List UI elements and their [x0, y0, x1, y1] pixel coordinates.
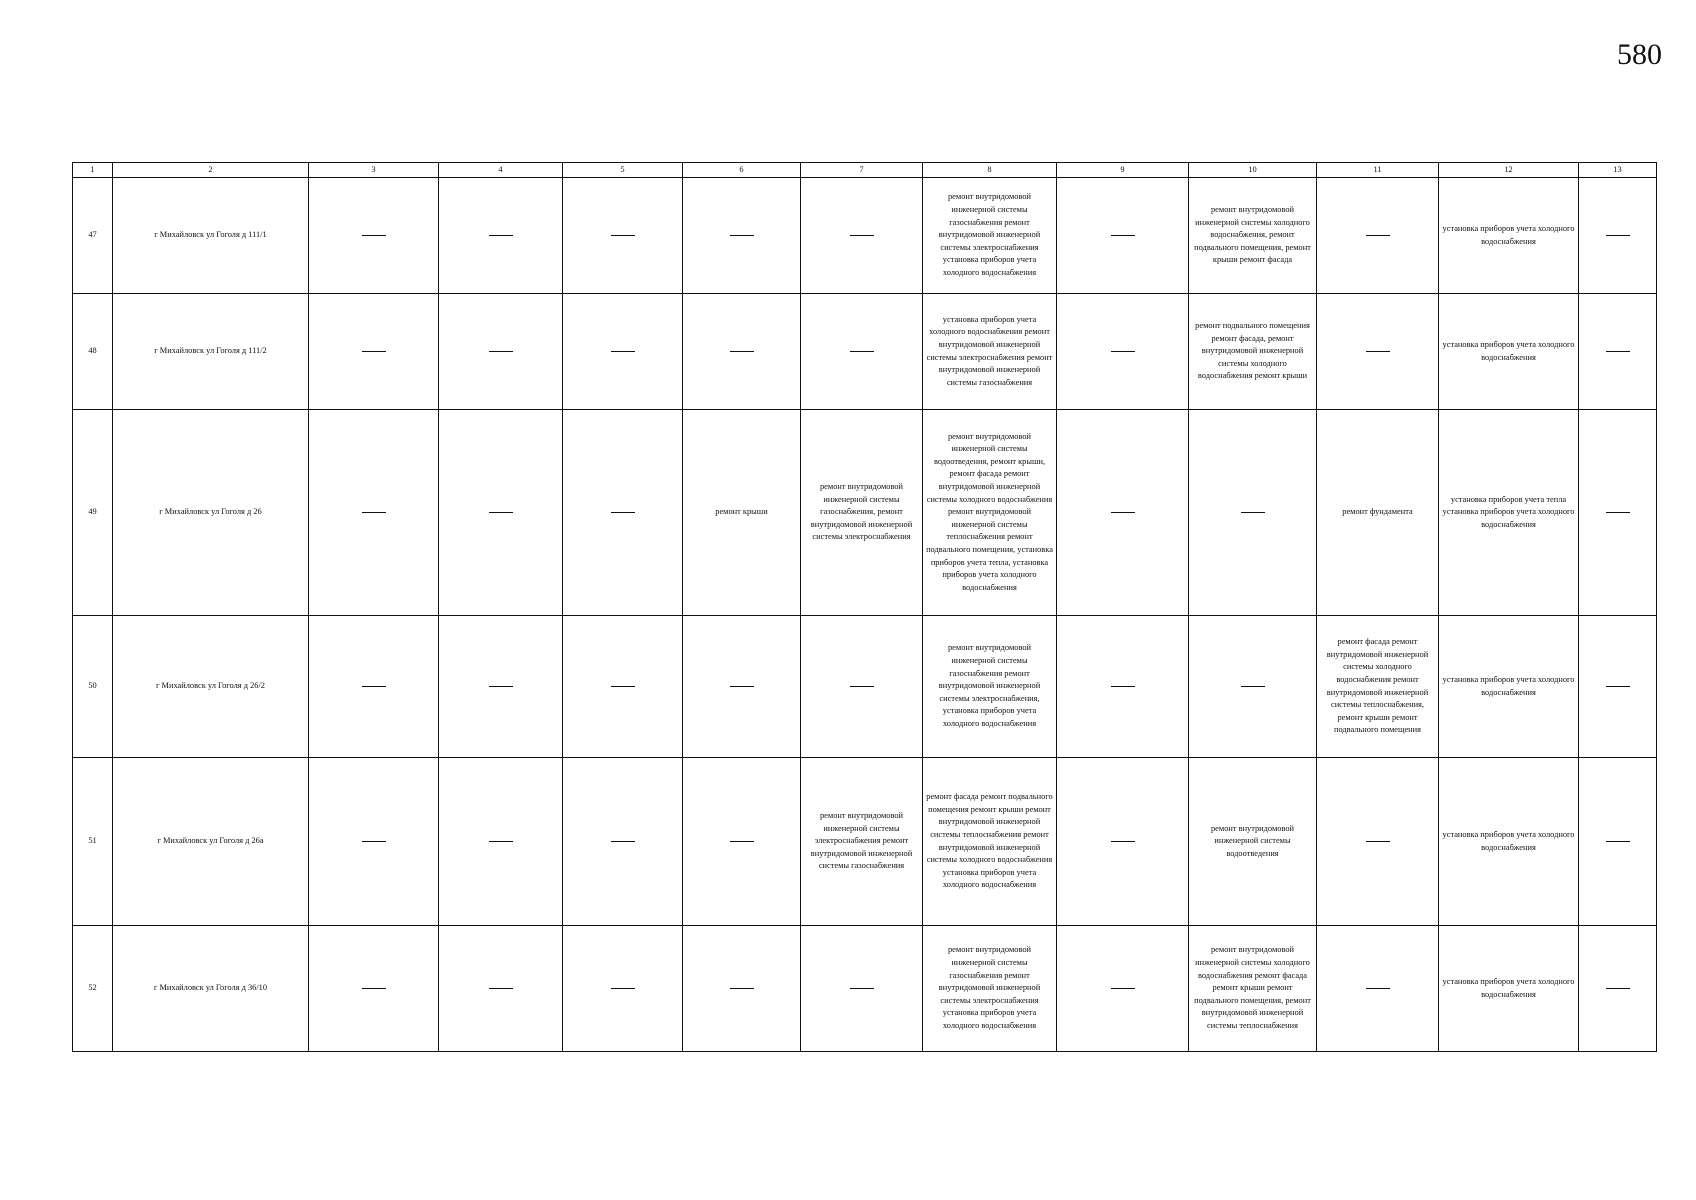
work-cell-col7: ремонт внутридомовой инженерной системы электроснабжения ремонт внутридомовой инженерной системы газоснабжения [801, 758, 923, 926]
page-number: 580 [1617, 38, 1662, 71]
work-cell-col7: ремонт внутридомовой инженерной системы газоснабжения, ремонт внутридомовой инженерной системы электроснабжения [801, 410, 923, 616]
dash-mark [362, 686, 386, 687]
empty-cell [309, 410, 439, 616]
dash-mark [1606, 351, 1630, 352]
empty-cell [563, 294, 683, 410]
empty-cell [683, 926, 801, 1052]
dash-mark [730, 841, 754, 842]
empty-cell [1579, 758, 1657, 926]
dash-mark [730, 351, 754, 352]
dash-mark [1606, 512, 1630, 513]
dash-mark [1241, 512, 1265, 513]
empty-cell [563, 410, 683, 616]
address-cell: г Михайловск ул Гоголя д 26а [113, 758, 309, 926]
dash-mark [489, 351, 513, 352]
dash-mark [1241, 686, 1265, 687]
dash-mark [489, 988, 513, 989]
column-header: 7 [801, 163, 923, 178]
dash-mark [1366, 841, 1390, 842]
dash-mark [1606, 686, 1630, 687]
row-number: 49 [73, 410, 113, 616]
dash-mark [1111, 351, 1135, 352]
empty-cell [439, 294, 563, 410]
empty-cell [439, 616, 563, 758]
work-cell-col12: установка приборов учета холодного водоснабжения [1439, 926, 1579, 1052]
empty-cell [1579, 616, 1657, 758]
empty-cell [309, 926, 439, 1052]
empty-cell [439, 758, 563, 926]
empty-cell [1317, 758, 1439, 926]
dash-mark [1606, 841, 1630, 842]
table-row [73, 178, 1657, 294]
column-header: 4 [439, 163, 563, 178]
empty-cell [801, 294, 923, 410]
row-number: 51 [73, 758, 113, 926]
address-cell: г Михайловск ул Гоголя д 26/2 [113, 616, 309, 758]
empty-cell [563, 758, 683, 926]
dash-mark [611, 988, 635, 989]
dash-mark [1111, 988, 1135, 989]
dash-mark [611, 686, 635, 687]
column-header: 9 [1057, 163, 1189, 178]
work-cell-col10: ремонт подвального помещения ремонт фасада, ремонт внутридомовой инженерной системы холодного водоснабжения ремонт крыши [1189, 294, 1317, 410]
column-header: 1 [73, 163, 113, 178]
column-header: 10 [1189, 163, 1317, 178]
empty-cell [563, 616, 683, 758]
dash-mark [611, 351, 635, 352]
table-row [73, 410, 1657, 616]
empty-cell [1189, 410, 1317, 616]
column-header: 8 [923, 163, 1057, 178]
column-header: 2 [113, 163, 309, 178]
empty-cell [439, 410, 563, 616]
empty-cell [1057, 758, 1189, 926]
dash-mark [489, 235, 513, 236]
dash-mark [611, 841, 635, 842]
address-cell: г Михайловск ул Гоголя д 36/10 [113, 926, 309, 1052]
row-number: 50 [73, 616, 113, 758]
empty-cell [1317, 294, 1439, 410]
table-row [73, 926, 1657, 1052]
empty-cell [309, 758, 439, 926]
dash-mark [730, 988, 754, 989]
work-cell-col8: ремонт внутридомовой инженерной системы газоснабжения ремонт внутридомовой инженерной системы электроснабжения, установка приборов учета холодного водоснабжения [923, 616, 1057, 758]
column-header: 12 [1439, 163, 1579, 178]
work-cell-col11: ремонт фундамента [1317, 410, 1439, 616]
dash-mark [850, 351, 874, 352]
dash-mark [850, 235, 874, 236]
dash-mark [1111, 235, 1135, 236]
dash-mark [850, 988, 874, 989]
table-row [73, 294, 1657, 410]
column-header: 5 [563, 163, 683, 178]
column-number-row [73, 163, 1657, 178]
empty-cell [1579, 178, 1657, 294]
row-number: 48 [73, 294, 113, 410]
empty-cell [439, 926, 563, 1052]
repair-program-table [72, 162, 1657, 1052]
work-cell-col10: ремонт внутридомовой инженерной системы холодного водоснабжения, ремонт подвального помещения, ремонт крыши ремонт фасада [1189, 178, 1317, 294]
work-cell-col8: ремонт внутридомовой инженерной системы водоотведения, ремонт крыши, ремонт фасада ремонт внутридомовой инженерной системы холодного водоснабжения ремонт внутридомовой инженерной системы теплоснабжения ремонт подвального помещения, установка приборов учета тепла, установка приборов учета холодного водоснабжения [923, 410, 1057, 616]
empty-cell [683, 616, 801, 758]
empty-cell [1579, 294, 1657, 410]
empty-cell [1317, 178, 1439, 294]
dash-mark [611, 512, 635, 513]
empty-cell [683, 294, 801, 410]
work-cell-col8: ремонт внутридомовой инженерной системы газоснабжения ремонт внутридомовой инженерной системы электроснабжения установка приборов учета холодного водоснабжения [923, 926, 1057, 1052]
dash-mark [1111, 512, 1135, 513]
dash-mark [850, 686, 874, 687]
work-cell-col12: установка приборов учета холодного водоснабжения [1439, 758, 1579, 926]
dash-mark [362, 988, 386, 989]
dash-mark [1366, 988, 1390, 989]
dash-mark [1111, 841, 1135, 842]
work-cell-col11: ремонт фасада ремонт внутридомовой инженерной системы холодного водоснабжения ремонт внутридомовой инженерной системы теплоснабжения, ремонт крыши ремонт подвального помещения [1317, 616, 1439, 758]
work-cell-col8: ремонт внутридомовой инженерной системы газоснабжения ремонт внутридомовой инженерной системы электроснабжения установка приборов учета холодного водоснабжения [923, 178, 1057, 294]
work-cell-col8: ремонт фасада ремонт подвального помещения ремонт крыши ремонт внутридомовой инженерной системы теплоснабжения ремонт внутридомовой инженерной системы холодного водоснабжения установка приборов учета холодного водоснабжения [923, 758, 1057, 926]
dash-mark [1366, 235, 1390, 236]
table-row [73, 616, 1657, 758]
dash-mark [489, 512, 513, 513]
column-header: 3 [309, 163, 439, 178]
dash-mark [611, 235, 635, 236]
work-cell-col6: ремонт крыши [683, 410, 801, 616]
empty-cell [1057, 410, 1189, 616]
empty-cell [801, 616, 923, 758]
empty-cell [683, 758, 801, 926]
empty-cell [439, 178, 563, 294]
dash-mark [1606, 235, 1630, 236]
dash-mark [362, 841, 386, 842]
work-cell-col10: ремонт внутридомовой инженерной системы холодного водоснабжения ремонт фасада ремонт крыши ремонт подвального помещения, ремонт внутридомовой инженерной системы теплоснабжения [1189, 926, 1317, 1052]
work-cell-col12: установка приборов учета холодного водоснабжения [1439, 616, 1579, 758]
address-cell: г Михайловск ул Гоголя д 111/2 [113, 294, 309, 410]
empty-cell [309, 616, 439, 758]
empty-cell [1579, 410, 1657, 616]
empty-cell [563, 926, 683, 1052]
dash-mark [362, 351, 386, 352]
dash-mark [489, 686, 513, 687]
dash-mark [1111, 686, 1135, 687]
empty-cell [309, 294, 439, 410]
dash-mark [1366, 351, 1390, 352]
column-header: 6 [683, 163, 801, 178]
table-row [73, 758, 1657, 926]
work-cell-col12: установка приборов учета холодного водоснабжения [1439, 294, 1579, 410]
work-cell-col10: ремонт внутридомовой инженерной системы водоотведения [1189, 758, 1317, 926]
dash-mark [362, 512, 386, 513]
dash-mark [730, 686, 754, 687]
column-header: 13 [1579, 163, 1657, 178]
dash-mark [362, 235, 386, 236]
empty-cell [801, 178, 923, 294]
dash-mark [489, 841, 513, 842]
empty-cell [1057, 616, 1189, 758]
empty-cell [1189, 616, 1317, 758]
empty-cell [1057, 926, 1189, 1052]
empty-cell [1579, 926, 1657, 1052]
empty-cell [1057, 294, 1189, 410]
work-cell-col12: установка приборов учета тепла установка приборов учета холодного водоснабжения [1439, 410, 1579, 616]
address-cell: г Михайловск ул Гоголя д 26 [113, 410, 309, 616]
empty-cell [683, 178, 801, 294]
empty-cell [801, 926, 923, 1052]
dash-mark [730, 235, 754, 236]
address-cell: г Михайловск ул Гоголя д 111/1 [113, 178, 309, 294]
work-cell-col8: установка приборов учета холодного водоснабжения ремонт внутридомовой инженерной системы электроснабжения ремонт внутридомовой инженерной системы газоснабжения [923, 294, 1057, 410]
empty-cell [563, 178, 683, 294]
work-cell-col12: установка приборов учета холодного водоснабжения [1439, 178, 1579, 294]
column-header: 11 [1317, 163, 1439, 178]
row-number: 52 [73, 926, 113, 1052]
empty-cell [309, 178, 439, 294]
row-number: 47 [73, 178, 113, 294]
dash-mark [1606, 988, 1630, 989]
empty-cell [1317, 926, 1439, 1052]
empty-cell [1057, 178, 1189, 294]
